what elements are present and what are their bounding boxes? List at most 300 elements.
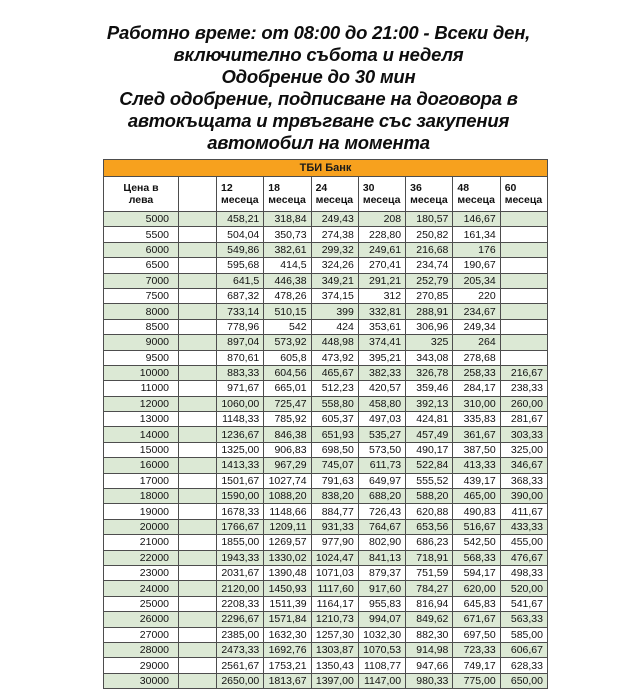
payment-cell: 220 <box>453 288 500 303</box>
price-cell: 7000 <box>104 273 179 288</box>
notice-line: автокъщата и трвъгване със закупения <box>127 110 510 131</box>
empty-cell <box>179 427 217 442</box>
payment-cell: 420,57 <box>358 381 405 396</box>
table-row <box>104 658 548 673</box>
payment-cell: 490,83 <box>453 504 500 519</box>
payment-cell <box>500 288 547 303</box>
table-row <box>104 596 548 611</box>
payment-cell: 234,67 <box>453 304 500 319</box>
table-row <box>104 489 548 504</box>
payment-cell: 368,33 <box>500 473 547 488</box>
payment-cell: 816,94 <box>406 596 453 611</box>
empty-cell <box>179 288 217 303</box>
payment-cell <box>500 258 547 273</box>
payment-cell <box>500 350 547 365</box>
column-header-36-months <box>406 177 453 212</box>
table-row <box>104 304 548 319</box>
payment-cell: 361,67 <box>453 427 500 442</box>
payment-cell: 535,27 <box>358 427 405 442</box>
payment-cell <box>500 319 547 334</box>
month-word: месеца <box>362 194 401 206</box>
payment-cell: 1088,20 <box>264 489 311 504</box>
empty-cell <box>179 412 217 427</box>
payment-cell: 520,00 <box>500 581 547 596</box>
notice-line: Работно време: от 08:00 до 21:00 - Всеки ден, <box>106 22 531 43</box>
payment-cell: 733,14 <box>217 304 264 319</box>
price-cell: 19000 <box>104 504 179 519</box>
empty-cell <box>179 489 217 504</box>
table-row <box>104 381 548 396</box>
payment-cell: 1390,48 <box>264 565 311 580</box>
payment-cell: 359,46 <box>406 381 453 396</box>
price-cell: 17000 <box>104 473 179 488</box>
payment-cell: 1678,33 <box>217 504 264 519</box>
payment-cell: 274,38 <box>311 227 358 242</box>
payment-cell: 252,79 <box>406 273 453 288</box>
payment-cell: 1632,30 <box>264 627 311 642</box>
table-row <box>104 612 548 627</box>
payment-cell: 745,07 <box>311 458 358 473</box>
payment-cell: 1350,43 <box>311 658 358 673</box>
payment-cell: 374,15 <box>311 288 358 303</box>
payment-cell: 846,38 <box>264 427 311 442</box>
payment-cell: 258,33 <box>453 365 500 380</box>
payment-cell: 751,59 <box>406 565 453 580</box>
empty-cell <box>179 596 217 611</box>
empty-cell <box>179 227 217 242</box>
notice-line: След одобрение, подписване на договора в <box>119 88 518 109</box>
table-row <box>104 565 548 580</box>
payment-cell: 284,17 <box>453 381 500 396</box>
payment-cell: 424 <box>311 319 358 334</box>
price-column-header-label: Цена в лева <box>123 181 159 206</box>
payment-cell: 350,73 <box>264 227 311 242</box>
empty-cell <box>179 658 217 673</box>
empty-cell <box>179 565 217 580</box>
payment-cell: 1147,00 <box>358 673 405 688</box>
price-cell: 28000 <box>104 642 179 657</box>
payment-cell: 1148,33 <box>217 412 264 427</box>
payment-cell: 457,49 <box>406 427 453 442</box>
price-cell: 21000 <box>104 535 179 550</box>
month-word: месеца <box>457 194 495 206</box>
table-row <box>104 442 548 457</box>
payment-cell: 306,96 <box>406 319 453 334</box>
payment-cell: 399 <box>311 304 358 319</box>
payment-cell: 1330,02 <box>264 550 311 565</box>
price-cell: 14000 <box>104 427 179 442</box>
table-row <box>104 350 548 365</box>
payment-cell: 390,00 <box>500 489 547 504</box>
payment-cell: 1071,03 <box>311 565 358 580</box>
payment-cell: 2561,67 <box>217 658 264 673</box>
payment-cell: 641,5 <box>217 273 264 288</box>
payment-cell: 1303,87 <box>311 642 358 657</box>
month-number: 36 <box>410 181 422 194</box>
payment-cell: 161,34 <box>453 227 500 242</box>
month-number: 48 <box>457 181 470 194</box>
payment-cell: 473,92 <box>311 350 358 365</box>
payment-cell: 1766,67 <box>217 519 264 534</box>
payment-cell: 671,67 <box>453 612 500 627</box>
price-table <box>103 159 548 689</box>
table-row <box>104 288 548 303</box>
payment-cell: 465,67 <box>311 365 358 380</box>
payment-cell: 234,74 <box>406 258 453 273</box>
payment-cell: 180,57 <box>406 212 453 227</box>
column-header-48-months <box>453 177 500 212</box>
payment-cell: 605,8 <box>264 350 311 365</box>
price-cell: 23000 <box>104 565 179 580</box>
payment-cell: 620,00 <box>453 581 500 596</box>
payment-cell: 870,61 <box>217 350 264 365</box>
payment-cell: 250,82 <box>406 227 453 242</box>
payment-cell: 411,67 <box>500 504 547 519</box>
payment-cell: 1692,76 <box>264 642 311 657</box>
payment-cell: 883,33 <box>217 365 264 380</box>
month-number: 60 <box>504 181 517 194</box>
price-cell: 12000 <box>104 396 179 411</box>
payment-cell: 278,68 <box>453 350 500 365</box>
payment-cell: 439,17 <box>453 473 500 488</box>
month-word: месеца <box>504 194 543 206</box>
price-table-wrap <box>103 159 637 689</box>
payment-cell: 303,33 <box>500 427 547 442</box>
payment-cell: 353,61 <box>358 319 405 334</box>
empty-cell <box>179 212 217 227</box>
payment-cell: 414,5 <box>264 258 311 273</box>
payment-cell: 446,38 <box>264 273 311 288</box>
payment-cell: 1164,17 <box>311 596 358 611</box>
payment-cell: 628,33 <box>500 658 547 673</box>
empty-cell <box>179 396 217 411</box>
payment-cell: 476,67 <box>500 550 547 565</box>
price-cell: 27000 <box>104 627 179 642</box>
month-word: месеца <box>221 194 259 206</box>
payment-cell: 1070,53 <box>358 642 405 657</box>
payment-cell: 1511,39 <box>264 596 311 611</box>
payment-cell: 645,83 <box>453 596 500 611</box>
payment-cell <box>500 335 547 350</box>
payment-cell: 249,61 <box>358 242 405 257</box>
payment-cell: 325 <box>406 335 453 350</box>
month-word: месеца <box>315 194 354 206</box>
payment-cell: 346,67 <box>500 458 547 473</box>
payment-cell: 216,68 <box>406 242 453 257</box>
empty-cell <box>179 612 217 627</box>
payment-cell: 967,29 <box>264 458 311 473</box>
table-row <box>104 519 548 534</box>
price-cell: 15000 <box>104 442 179 457</box>
month-word: месеца <box>268 194 306 206</box>
payment-cell: 516,67 <box>453 519 500 534</box>
payment-cell: 2296,67 <box>217 612 264 627</box>
payment-cell: 1117,60 <box>311 581 358 596</box>
empty-column-header <box>179 177 217 212</box>
payment-cell: 395,21 <box>358 350 405 365</box>
payment-cell: 1236,67 <box>217 427 264 442</box>
payment-cell: 1753,21 <box>264 658 311 673</box>
payment-cell: 325,00 <box>500 442 547 457</box>
price-cell: 5000 <box>104 212 179 227</box>
payment-cell: 604,56 <box>264 365 311 380</box>
empty-cell <box>179 319 217 334</box>
price-cell: 30000 <box>104 673 179 688</box>
payment-cell: 882,30 <box>406 627 453 642</box>
payment-cell: 264 <box>453 335 500 350</box>
payment-cell: 573,50 <box>358 442 405 457</box>
table-row <box>104 212 548 227</box>
payment-cell: 2031,67 <box>217 565 264 580</box>
price-cell: 9500 <box>104 350 179 365</box>
table-row <box>104 227 548 242</box>
empty-cell <box>179 335 217 350</box>
payment-cell: 270,85 <box>406 288 453 303</box>
payment-cell: 1060,00 <box>217 396 264 411</box>
price-column-header <box>104 177 179 212</box>
payment-cell: 605,37 <box>311 412 358 427</box>
table-row <box>104 550 548 565</box>
bank-header-row <box>104 160 548 177</box>
payment-cell: 649,97 <box>358 473 405 488</box>
payment-cell: 1027,74 <box>264 473 311 488</box>
payment-cell: 2120,00 <box>217 581 264 596</box>
payment-cell: 318,84 <box>264 212 311 227</box>
payment-cell: 555,52 <box>406 473 453 488</box>
table-row <box>104 642 548 657</box>
payment-cell: 723,33 <box>453 642 500 657</box>
price-cell: 16000 <box>104 458 179 473</box>
payment-cell: 1024,47 <box>311 550 358 565</box>
month-number: 24 <box>315 181 328 194</box>
payment-cell: 914,98 <box>406 642 453 657</box>
payment-cell: 1813,67 <box>264 673 311 688</box>
payment-cell: 448,98 <box>311 335 358 350</box>
payment-cell: 665,01 <box>264 381 311 396</box>
month-number: 18 <box>268 181 280 194</box>
payment-cell: 1501,67 <box>217 473 264 488</box>
payment-cell: 651,93 <box>311 427 358 442</box>
payment-cell: 563,33 <box>500 612 547 627</box>
payment-cell: 573,92 <box>264 335 311 350</box>
payment-cell: 1269,57 <box>264 535 311 550</box>
payment-cell: 849,62 <box>406 612 453 627</box>
table-row <box>104 335 548 350</box>
payment-cell: 216,67 <box>500 365 547 380</box>
price-cell: 7500 <box>104 288 179 303</box>
payment-cell: 955,83 <box>358 596 405 611</box>
payment-cell: 260,00 <box>500 396 547 411</box>
empty-cell <box>179 304 217 319</box>
price-cell: 10000 <box>104 365 179 380</box>
table-row <box>104 365 548 380</box>
payment-cell: 726,43 <box>358 504 405 519</box>
payment-cell: 611,73 <box>358 458 405 473</box>
payment-cell: 897,04 <box>217 335 264 350</box>
table-row <box>104 242 548 257</box>
table-row <box>104 396 548 411</box>
payment-cell: 697,50 <box>453 627 500 642</box>
column-header-12-months <box>217 177 264 212</box>
empty-cell <box>179 350 217 365</box>
payment-cell: 249,43 <box>311 212 358 227</box>
price-cell: 22000 <box>104 550 179 565</box>
payment-cell: 512,23 <box>311 381 358 396</box>
empty-cell <box>179 258 217 273</box>
payment-cell: 802,90 <box>358 535 405 550</box>
payment-cell <box>500 304 547 319</box>
empty-cell <box>179 673 217 688</box>
payment-cell: 606,67 <box>500 642 547 657</box>
payment-cell: 1325,00 <box>217 442 264 457</box>
payment-cell: 190,67 <box>453 258 500 273</box>
payment-cell: 335,83 <box>453 412 500 427</box>
payment-cell: 838,20 <box>311 489 358 504</box>
table-row <box>104 458 548 473</box>
table-row <box>104 319 548 334</box>
payment-cell: 698,50 <box>311 442 358 457</box>
payment-cell: 879,37 <box>358 565 405 580</box>
empty-cell <box>179 519 217 534</box>
payment-cell: 884,77 <box>311 504 358 519</box>
payment-cell: 558,80 <box>311 396 358 411</box>
price-cell: 13000 <box>104 412 179 427</box>
payment-cell: 977,90 <box>311 535 358 550</box>
empty-cell <box>179 242 217 257</box>
payment-cell: 299,32 <box>311 242 358 257</box>
payment-cell: 228,80 <box>358 227 405 242</box>
payment-cell: 718,91 <box>406 550 453 565</box>
column-header-row <box>104 177 548 212</box>
payment-cell: 324,26 <box>311 258 358 273</box>
payment-cell: 1943,33 <box>217 550 264 565</box>
payment-cell: 542,50 <box>453 535 500 550</box>
column-header-24-months <box>311 177 358 212</box>
table-body <box>104 212 548 689</box>
payment-cell: 312 <box>358 288 405 303</box>
payment-cell <box>500 227 547 242</box>
month-number: 30 <box>362 181 375 194</box>
price-cell: 25000 <box>104 596 179 611</box>
payment-cell: 778,96 <box>217 319 264 334</box>
empty-cell <box>179 381 217 396</box>
empty-cell <box>179 442 217 457</box>
payment-cell: 332,81 <box>358 304 405 319</box>
column-header-30-months <box>358 177 405 212</box>
table-row <box>104 673 548 688</box>
payment-cell: 687,32 <box>217 288 264 303</box>
price-cell: 8500 <box>104 319 179 334</box>
payment-cell: 458,21 <box>217 212 264 227</box>
payment-cell: 433,33 <box>500 519 547 534</box>
payment-cell <box>500 242 547 257</box>
payment-cell: 288,91 <box>406 304 453 319</box>
payment-cell: 791,63 <box>311 473 358 488</box>
price-cell: 5500 <box>104 227 179 242</box>
payment-cell: 688,20 <box>358 489 405 504</box>
table-row <box>104 427 548 442</box>
table-row <box>104 535 548 550</box>
payment-cell: 594,17 <box>453 565 500 580</box>
payment-cell: 650,00 <box>500 673 547 688</box>
payment-cell: 785,92 <box>264 412 311 427</box>
empty-cell <box>179 627 217 642</box>
price-cell: 11000 <box>104 381 179 396</box>
payment-cell: 1397,00 <box>311 673 358 688</box>
payment-cell: 2385,00 <box>217 627 264 642</box>
payment-cell: 784,27 <box>406 581 453 596</box>
payment-cell: 510,15 <box>264 304 311 319</box>
month-word: месеца <box>410 194 448 206</box>
payment-cell: 1148,66 <box>264 504 311 519</box>
payment-cell: 1590,00 <box>217 489 264 504</box>
payment-cell: 1108,77 <box>358 658 405 673</box>
payment-cell: 588,20 <box>406 489 453 504</box>
payment-cell: 653,56 <box>406 519 453 534</box>
empty-cell <box>179 535 217 550</box>
payment-cell: 382,61 <box>264 242 311 257</box>
notice-line: включително събота и неделя <box>173 44 464 65</box>
month-number: 12 <box>221 181 233 194</box>
payment-cell: 326,78 <box>406 365 453 380</box>
table-row <box>104 473 548 488</box>
payment-cell: 764,67 <box>358 519 405 534</box>
payment-cell: 1210,73 <box>311 612 358 627</box>
payment-cell: 841,13 <box>358 550 405 565</box>
price-cell: 6500 <box>104 258 179 273</box>
payment-cell: 568,33 <box>453 550 500 565</box>
payment-cell: 1450,93 <box>264 581 311 596</box>
payment-cell: 490,17 <box>406 442 453 457</box>
payment-cell: 458,80 <box>358 396 405 411</box>
bank-title: ТБИ Банк <box>104 160 548 177</box>
payment-cell: 994,07 <box>358 612 405 627</box>
payment-cell: 281,67 <box>500 412 547 427</box>
payment-cell: 2208,33 <box>217 596 264 611</box>
payment-cell: 455,00 <box>500 535 547 550</box>
payment-cell: 205,34 <box>453 273 500 288</box>
working-hours-notice <box>0 0 637 154</box>
payment-cell: 478,26 <box>264 288 311 303</box>
payment-cell: 382,33 <box>358 365 405 380</box>
payment-cell: 917,60 <box>358 581 405 596</box>
payment-cell: 465,00 <box>453 489 500 504</box>
payment-cell: 549,86 <box>217 242 264 257</box>
column-header-18-months <box>264 177 311 212</box>
empty-cell <box>179 581 217 596</box>
payment-cell: 775,00 <box>453 673 500 688</box>
payment-cell: 349,21 <box>311 273 358 288</box>
payment-cell: 270,41 <box>358 258 405 273</box>
payment-cell: 1855,00 <box>217 535 264 550</box>
payment-cell: 2473,33 <box>217 642 264 657</box>
notice-line: Одобрение до 30 мин <box>221 66 416 87</box>
payment-cell: 497,03 <box>358 412 405 427</box>
payment-cell: 498,33 <box>500 565 547 580</box>
payment-cell: 343,08 <box>406 350 453 365</box>
price-cell: 20000 <box>104 519 179 534</box>
payment-cell: 1257,30 <box>311 627 358 642</box>
payment-cell: 392,13 <box>406 396 453 411</box>
payment-cell: 971,67 <box>217 381 264 396</box>
payment-cell: 176 <box>453 242 500 257</box>
payment-cell: 413,33 <box>453 458 500 473</box>
payment-cell: 1209,11 <box>264 519 311 534</box>
payment-cell: 947,66 <box>406 658 453 673</box>
payment-cell <box>500 273 547 288</box>
table-row <box>104 627 548 642</box>
payment-cell: 1413,33 <box>217 458 264 473</box>
